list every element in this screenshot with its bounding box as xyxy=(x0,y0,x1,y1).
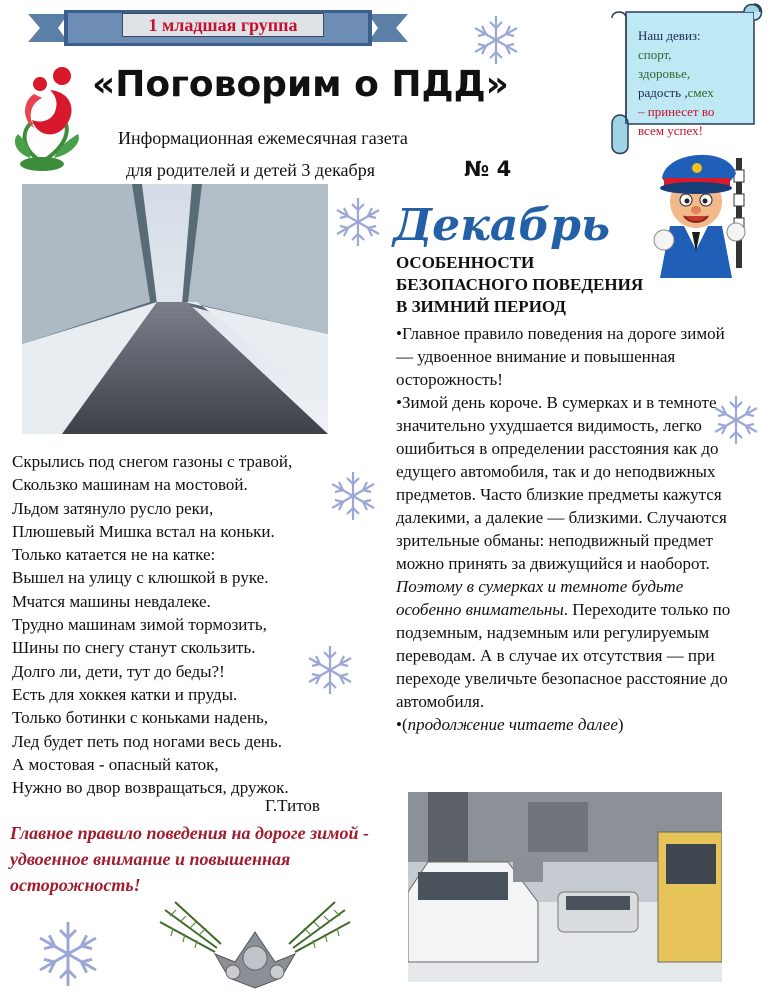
poem xyxy=(12,450,347,799)
poem-line: Шины по снегу станут скользить. xyxy=(12,638,256,658)
article-paragraph xyxy=(396,575,740,713)
poem-line: Скользко машинам на мостовой. xyxy=(12,475,248,495)
group-label: 1 младшая группа xyxy=(122,13,324,37)
article-heading xyxy=(396,252,716,318)
poem-line: Только ботинки с коньками надень, xyxy=(12,708,269,728)
snowy-forest-road-photo xyxy=(22,184,328,434)
motto-text xyxy=(638,26,742,140)
newspaper-date-line: для родителей и детей 3 декабря xyxy=(126,160,375,180)
article-paragraph-text: . Переходите только по подземным, надземным или регулируемым переводам. А в случае их отсутствия — при переходе увеличьте безопасное расстояние до автомобиля. xyxy=(396,600,731,711)
poem-author: Г.Титов xyxy=(265,796,320,815)
snowflake-icon xyxy=(28,914,108,994)
poem-line: Вышел на улицу с клюшкой в руке. xyxy=(12,568,269,588)
poem-line: Плюшевый Мишка встал на коньки. xyxy=(12,521,275,541)
newspaper-title: «Поговорим о ПДД» xyxy=(92,64,509,105)
motto-line-3b: смех xyxy=(687,85,714,100)
motto-heading: Наш девиз: xyxy=(638,28,701,43)
article-heading-line: БЕЗОПАСНОГО ПОВЕДЕНИЯ xyxy=(396,275,644,294)
main-rule-callout: Главное правило поведения на дороге зимой - удвоенное внимание и повышенная осторожность! xyxy=(10,823,369,895)
article-continued xyxy=(396,713,740,736)
poem-line: Лед будет петь под ногами весь день. xyxy=(12,731,282,751)
article-paragraph: •Главное правило поведения на дороге зимой — удвоенное внимание и повышенная осторожность! xyxy=(396,324,725,389)
poem-line: Скрылись под снегом газоны с травой, xyxy=(12,452,293,471)
article-paragraph: •Зимой день короче. В сумерках и в темноте значительно ухудшается видимость, легко ошибиться в определении расстояния как до едущего автомобиля, так и до неподвижных предметов. Часто близкие предметы кажутся далекими, а далекие — близкими. Случаются зрительные обманы: неподвижный предмет можно принять за движущийся и наоборот. xyxy=(396,393,727,573)
continued-note: продолжение читаете далее xyxy=(407,715,618,734)
snowy-city-traffic-photo xyxy=(408,792,722,982)
poem-line: А мостовая - опасный каток, xyxy=(12,754,219,774)
poem-line: Нужно во двор возвращаться, дружок. xyxy=(12,778,289,798)
poem-line: Мчатся машины невдалеке. xyxy=(12,591,211,611)
article-body xyxy=(396,322,740,736)
christmas-garland-decoration xyxy=(155,892,355,992)
poem-line: Трудно машинам зимой тормозить, xyxy=(12,615,267,635)
snowflake-icon xyxy=(466,10,526,70)
traffic-safety-logo xyxy=(12,62,90,180)
article-heading-line: В ЗИМНИЙ ПЕРИОД xyxy=(396,297,566,316)
article-bullet: •( xyxy=(396,715,408,734)
article-emphasis: Поэтому в сумерках и темноте будьте особенно внимательны xyxy=(396,577,684,619)
month-title: Декабрь xyxy=(393,200,610,251)
motto-line-4: – принесет во всем успех! xyxy=(638,104,715,138)
poem-line: Только катается не на катке: xyxy=(12,545,216,565)
motto-line-3a: радость , xyxy=(638,85,688,100)
poem-line: Есть для хоккея катки и пруды. xyxy=(12,684,238,704)
motto-line-1: спорт, xyxy=(638,47,672,62)
poem-line: Долго ли, дети, тут до беды?! xyxy=(12,661,225,681)
article-heading-line: ОСОБЕННОСТИ xyxy=(396,253,535,272)
snowflake-icon xyxy=(328,192,388,252)
poem-line: Льдом затянуло русло реки, xyxy=(12,498,214,518)
motto-line-2: здоровье, xyxy=(638,66,691,81)
article-bullet-close: ) xyxy=(617,715,624,734)
issue-number: № 4 xyxy=(464,157,512,181)
newspaper-subtitle: Информационная ежемесячная газета xyxy=(118,128,408,148)
